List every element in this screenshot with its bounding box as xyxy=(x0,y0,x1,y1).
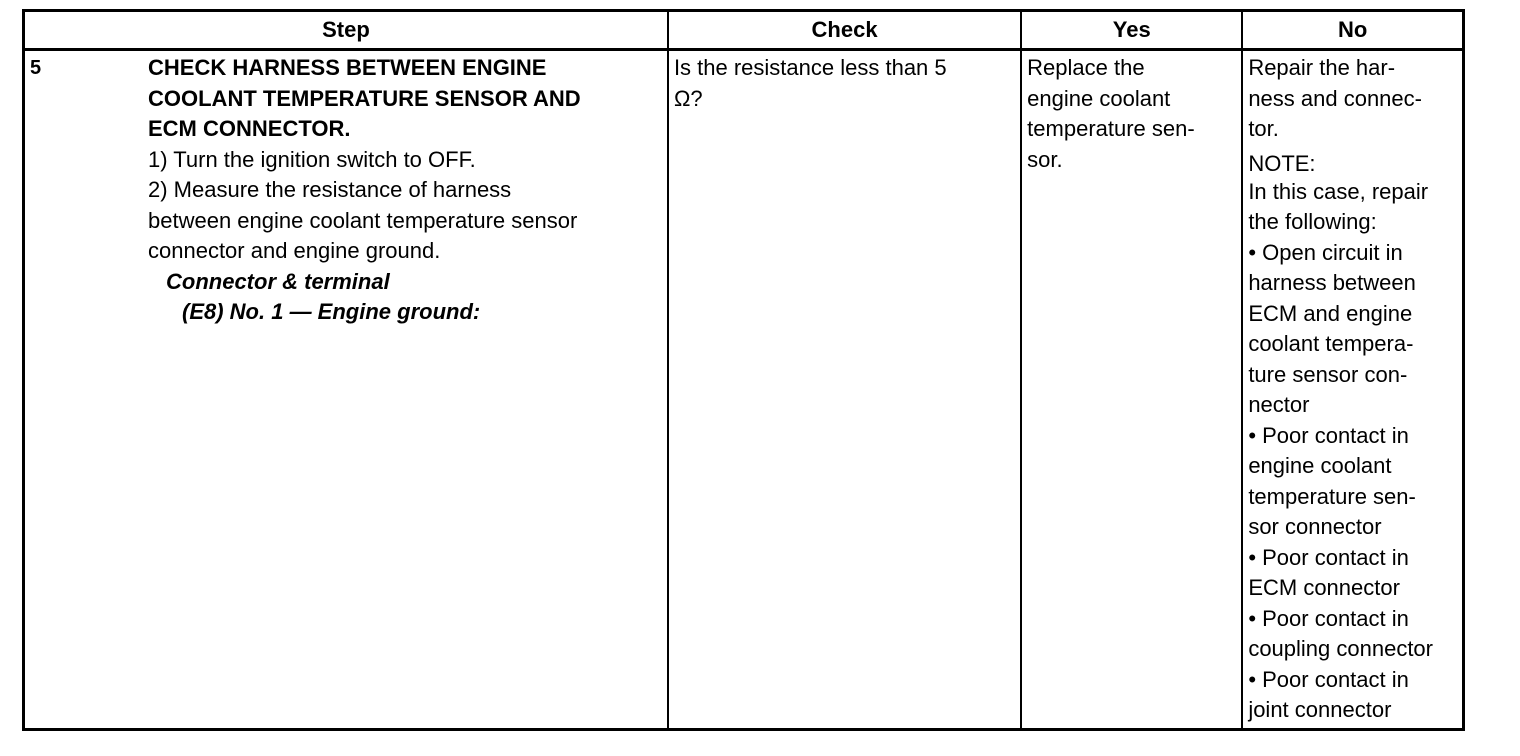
note-line: coolant tempera- xyxy=(1248,331,1414,356)
note-line: ECM and engine xyxy=(1248,300,1413,326)
note-line: harness between xyxy=(1248,270,1416,295)
note-line: • Poor contact in xyxy=(1248,422,1409,448)
yes-line: temperature sen- xyxy=(1027,116,1195,141)
step-instruction-line: 2) Measure the resistance of harness xyxy=(148,177,512,202)
note-line: • Poor contact in xyxy=(1248,544,1409,570)
check-cell xyxy=(668,50,1021,730)
yes-cell xyxy=(1021,50,1242,730)
spec-label: Connector & terminal xyxy=(166,268,390,294)
note-label: NOTE: xyxy=(1248,150,1316,176)
diagnostic-table xyxy=(22,9,1465,731)
header-step: Step xyxy=(24,11,668,50)
step-title-line: CHECK HARNESS BETWEEN ENGINE xyxy=(148,55,547,80)
note-line: engine coolant xyxy=(1248,453,1392,478)
note-line: coupling connector xyxy=(1248,636,1433,661)
step-instruction-line: 1) Turn the ignition switch to OFF. xyxy=(148,146,476,172)
table-header-row xyxy=(24,11,1464,50)
check-line: Is the resistance less than 5 xyxy=(673,55,947,80)
step-body xyxy=(148,51,667,328)
note-line: nector xyxy=(1248,392,1310,417)
yes-line: engine coolant xyxy=(1027,85,1171,111)
note-line: • Poor contact in xyxy=(1248,666,1409,692)
table-row xyxy=(24,50,1464,730)
note-line: ECM connector xyxy=(1248,575,1400,600)
header-yes: Yes xyxy=(1021,11,1242,50)
note-line: • Poor contact in xyxy=(1248,605,1409,631)
step-instruction-line: connector and engine ground. xyxy=(148,238,441,263)
note-line: ture sensor con- xyxy=(1248,361,1408,387)
step-title-line: ECM CONNECTOR. xyxy=(148,116,351,141)
note-line: temperature sen- xyxy=(1248,483,1416,509)
note-line: sor connector xyxy=(1248,514,1382,539)
no-line: tor. xyxy=(1248,116,1279,141)
no-line: ness and connec- xyxy=(1248,85,1422,111)
step-instruction-line: between engine coolant temperature sensor xyxy=(148,207,578,233)
yes-line: Replace the xyxy=(1027,55,1145,80)
note-line: joint connector xyxy=(1248,697,1392,722)
no-cell xyxy=(1242,50,1463,730)
yes-line: sor. xyxy=(1027,146,1063,172)
header-no: No xyxy=(1242,11,1463,50)
check-line: Ω? xyxy=(673,85,703,111)
step-number: 5 xyxy=(30,57,42,79)
header-check: Check xyxy=(668,11,1021,50)
step-cell xyxy=(24,50,668,730)
no-line: Repair the har- xyxy=(1248,55,1396,80)
note-line: In this case, repair xyxy=(1248,178,1429,204)
spec-value: (E8) No. 1 — Engine ground: xyxy=(182,299,481,324)
step-title-line: COOLANT TEMPERATURE SENSOR AND xyxy=(148,85,581,111)
note-line: the following: xyxy=(1248,209,1377,234)
note-line: • Open circuit in xyxy=(1248,239,1403,265)
